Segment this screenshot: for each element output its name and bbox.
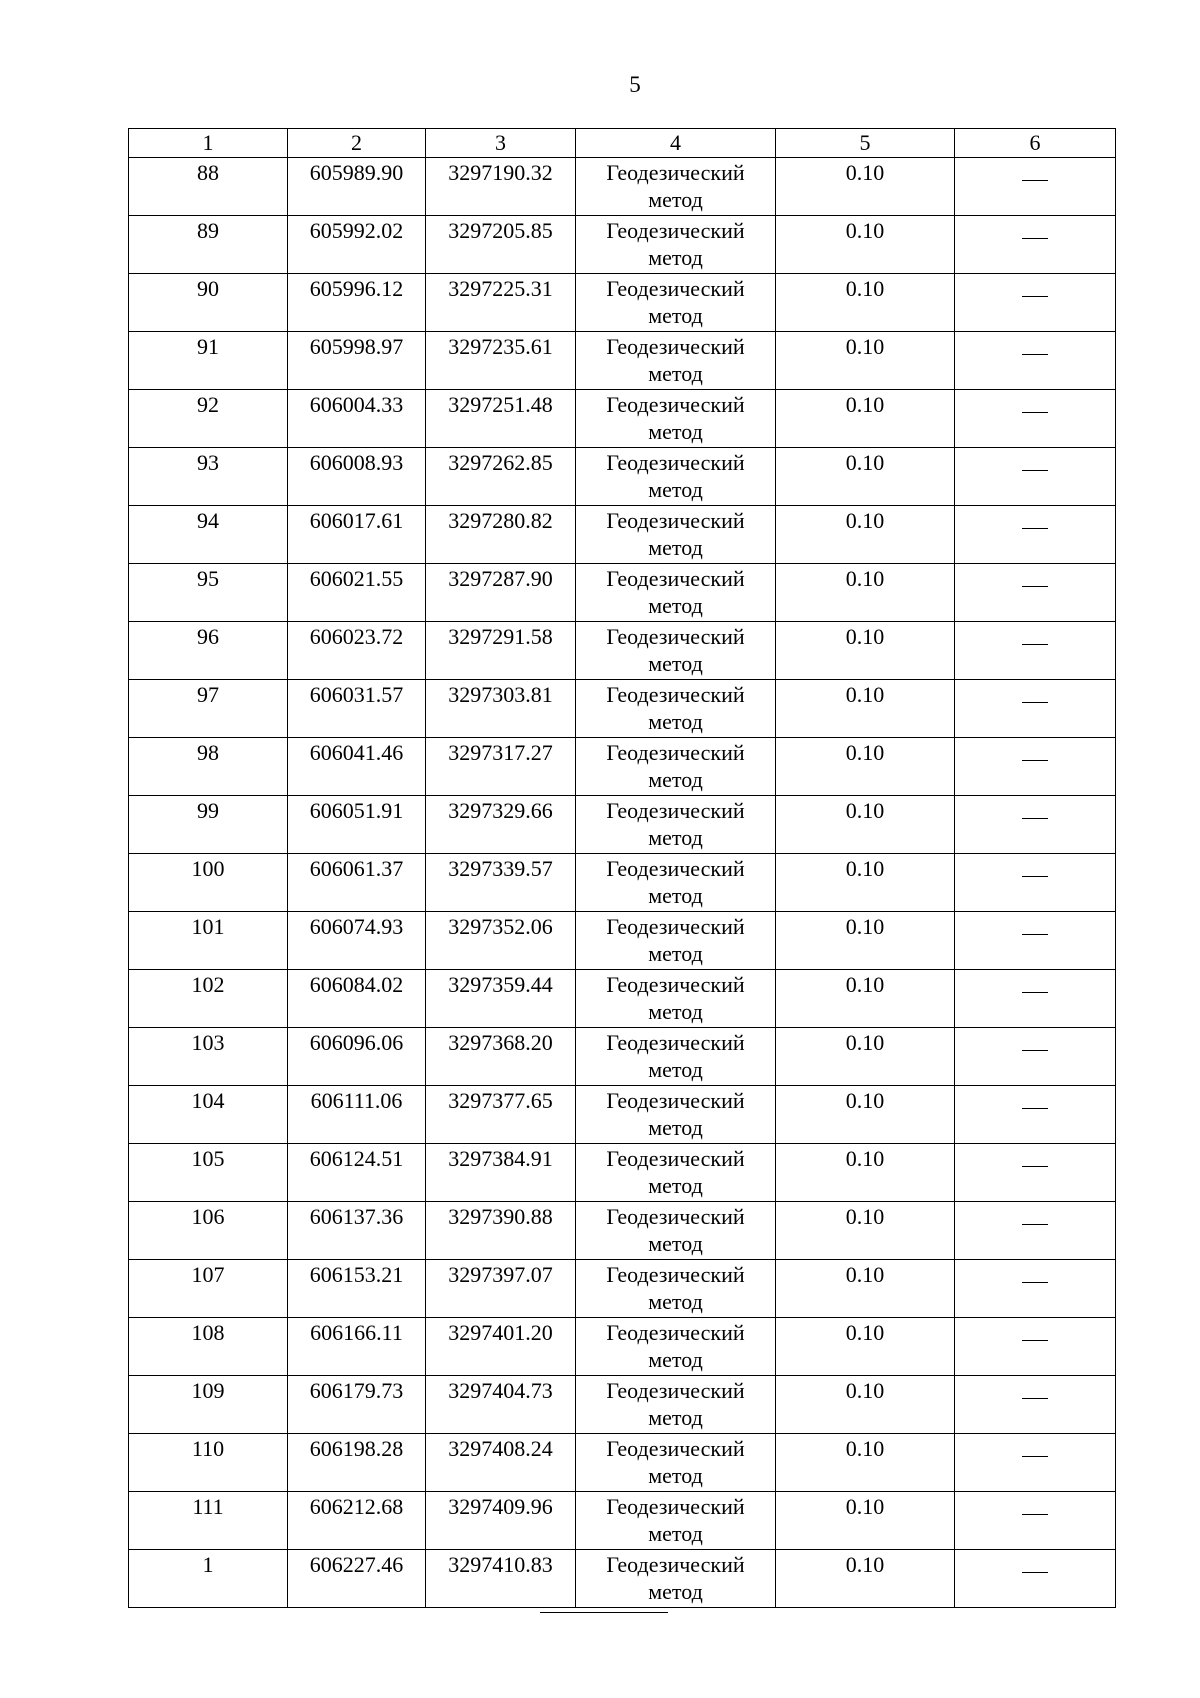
method-cell (576, 448, 776, 506)
description-cell (955, 158, 1116, 216)
em-dash (1022, 1456, 1048, 1457)
accuracy-cell: 0.10 (776, 1434, 955, 1492)
table-row (129, 1550, 1116, 1608)
table-row (129, 332, 1116, 390)
method-cell (576, 1376, 776, 1434)
accuracy-cell: 0.10 (776, 622, 955, 680)
method-cell (576, 854, 776, 912)
table-row (129, 680, 1116, 738)
y-coordinate-cell: 3297368.20 (426, 1028, 576, 1086)
description-cell (955, 332, 1116, 390)
method-line-1: Геодезический (606, 1552, 745, 1577)
method-line-1: Геодезический (606, 972, 745, 997)
point-number-cell: 95 (129, 564, 288, 622)
em-dash (1022, 992, 1048, 993)
point-number-cell: 98 (129, 738, 288, 796)
point-number-cell: 101 (129, 912, 288, 970)
accuracy-cell: 0.10 (776, 1202, 955, 1260)
accuracy-cell: 0.10 (776, 564, 955, 622)
description-cell (955, 970, 1116, 1028)
em-dash (1022, 412, 1048, 413)
method-cell (576, 1086, 776, 1144)
x-coordinate-cell: 606166.11 (288, 1318, 426, 1376)
description-cell (955, 1028, 1116, 1086)
accuracy-cell: 0.10 (776, 738, 955, 796)
y-coordinate-cell: 3297262.85 (426, 448, 576, 506)
point-number-cell: 97 (129, 680, 288, 738)
x-coordinate-cell: 605989.90 (288, 158, 426, 216)
y-coordinate-cell: 3297235.61 (426, 332, 576, 390)
point-number-cell: 96 (129, 622, 288, 680)
em-dash (1022, 470, 1048, 471)
point-number-cell: 93 (129, 448, 288, 506)
method-line-1: Геодезический (606, 914, 745, 939)
method-line-1: Геодезический (606, 1262, 745, 1287)
method-line-2: метод (648, 303, 703, 328)
x-coordinate-cell: 605992.02 (288, 216, 426, 274)
x-coordinate-cell: 606111.06 (288, 1086, 426, 1144)
table-row (129, 796, 1116, 854)
point-number-cell: 109 (129, 1376, 288, 1434)
em-dash (1022, 1166, 1048, 1167)
accuracy-cell: 0.10 (776, 390, 955, 448)
em-dash (1022, 876, 1048, 877)
point-number-cell: 111 (129, 1492, 288, 1550)
table-row (129, 1434, 1116, 1492)
footer-rule (540, 1612, 668, 1613)
method-line-1: Геодезический (606, 856, 745, 881)
method-line-2: метод (648, 767, 703, 792)
description-cell (955, 506, 1116, 564)
description-cell (955, 448, 1116, 506)
description-cell (955, 680, 1116, 738)
x-coordinate-cell: 606124.51 (288, 1144, 426, 1202)
point-number-cell: 100 (129, 854, 288, 912)
accuracy-cell: 0.10 (776, 1550, 955, 1608)
point-number-cell: 99 (129, 796, 288, 854)
em-dash (1022, 934, 1048, 935)
em-dash (1022, 1514, 1048, 1515)
accuracy-cell: 0.10 (776, 216, 955, 274)
x-coordinate-cell: 606227.46 (288, 1550, 426, 1608)
column-header-1: 1 (129, 129, 288, 158)
y-coordinate-cell: 3297408.24 (426, 1434, 576, 1492)
description-cell (955, 564, 1116, 622)
table-row (129, 390, 1116, 448)
accuracy-cell: 0.10 (776, 506, 955, 564)
method-line-2: метод (648, 593, 703, 618)
method-line-1: Геодезический (606, 740, 745, 765)
point-number-cell: 105 (129, 1144, 288, 1202)
description-cell (955, 1550, 1116, 1608)
description-cell (955, 854, 1116, 912)
method-line-2: метод (648, 883, 703, 908)
y-coordinate-cell: 3297401.20 (426, 1318, 576, 1376)
method-cell (576, 1028, 776, 1086)
method-line-1: Геодезический (606, 1030, 745, 1055)
x-coordinate-cell: 605998.97 (288, 332, 426, 390)
em-dash (1022, 760, 1048, 761)
table-row (129, 1260, 1116, 1318)
accuracy-cell: 0.10 (776, 680, 955, 738)
method-line-2: метод (648, 1057, 703, 1082)
em-dash (1022, 1340, 1048, 1341)
y-coordinate-cell: 3297384.91 (426, 1144, 576, 1202)
method-line-1: Геодезический (606, 1436, 745, 1461)
x-coordinate-cell: 606041.46 (288, 738, 426, 796)
accuracy-cell: 0.10 (776, 332, 955, 390)
point-number-cell: 1 (129, 1550, 288, 1608)
method-line-2: метод (648, 361, 703, 386)
accuracy-cell: 0.10 (776, 1260, 955, 1318)
x-coordinate-cell: 606074.93 (288, 912, 426, 970)
accuracy-cell: 0.10 (776, 274, 955, 332)
method-cell (576, 622, 776, 680)
method-cell (576, 158, 776, 216)
accuracy-cell: 0.10 (776, 1376, 955, 1434)
x-coordinate-cell: 606061.37 (288, 854, 426, 912)
y-coordinate-cell: 3297397.07 (426, 1260, 576, 1318)
description-cell (955, 1260, 1116, 1318)
table-row (129, 506, 1116, 564)
em-dash (1022, 1050, 1048, 1051)
method-line-1: Геодезический (606, 1378, 745, 1403)
table-row (129, 158, 1116, 216)
method-cell (576, 680, 776, 738)
method-line-1: Геодезический (606, 566, 745, 591)
table-row (129, 1318, 1116, 1376)
method-line-2: метод (648, 999, 703, 1024)
y-coordinate-cell: 3297390.88 (426, 1202, 576, 1260)
method-line-2: метод (648, 187, 703, 212)
em-dash (1022, 818, 1048, 819)
method-line-1: Геодезический (606, 334, 745, 359)
accuracy-cell: 0.10 (776, 1086, 955, 1144)
method-line-2: метод (648, 1115, 703, 1140)
y-coordinate-cell: 3297291.58 (426, 622, 576, 680)
x-coordinate-cell: 606153.21 (288, 1260, 426, 1318)
method-line-1: Геодезический (606, 624, 745, 649)
x-coordinate-cell: 606017.61 (288, 506, 426, 564)
em-dash (1022, 180, 1048, 181)
description-cell (955, 796, 1116, 854)
y-coordinate-cell: 3297190.32 (426, 158, 576, 216)
method-line-1: Геодезический (606, 798, 745, 823)
method-line-1: Геодезический (606, 1088, 745, 1113)
x-coordinate-cell: 606212.68 (288, 1492, 426, 1550)
accuracy-cell: 0.10 (776, 448, 955, 506)
y-coordinate-cell: 3297377.65 (426, 1086, 576, 1144)
method-line-2: метод (648, 419, 703, 444)
y-coordinate-cell: 3297404.73 (426, 1376, 576, 1434)
column-header-6: 6 (955, 129, 1116, 158)
table-row (129, 274, 1116, 332)
method-cell (576, 564, 776, 622)
method-cell (576, 1492, 776, 1550)
point-number-cell: 108 (129, 1318, 288, 1376)
y-coordinate-cell: 3297287.90 (426, 564, 576, 622)
method-cell (576, 1260, 776, 1318)
em-dash (1022, 296, 1048, 297)
em-dash (1022, 1224, 1048, 1225)
x-coordinate-cell: 606096.06 (288, 1028, 426, 1086)
description-cell (955, 912, 1116, 970)
method-line-2: метод (648, 1521, 703, 1546)
table-row (129, 854, 1116, 912)
method-cell (576, 738, 776, 796)
accuracy-cell: 0.10 (776, 158, 955, 216)
y-coordinate-cell: 3297303.81 (426, 680, 576, 738)
method-cell (576, 332, 776, 390)
point-number-cell: 94 (129, 506, 288, 564)
column-header-3: 3 (426, 129, 576, 158)
point-number-cell: 106 (129, 1202, 288, 1260)
method-line-1: Геодезический (606, 160, 745, 185)
em-dash (1022, 644, 1048, 645)
table-row (129, 1202, 1116, 1260)
column-header-5: 5 (776, 129, 955, 158)
method-line-2: метод (648, 1289, 703, 1314)
method-cell (576, 274, 776, 332)
method-line-2: метод (648, 1347, 703, 1372)
description-cell (955, 1318, 1116, 1376)
point-number-cell: 89 (129, 216, 288, 274)
point-number-cell: 90 (129, 274, 288, 332)
method-line-1: Геодезический (606, 276, 745, 301)
y-coordinate-cell: 3297205.85 (426, 216, 576, 274)
method-line-1: Геодезический (606, 1320, 745, 1345)
column-header-2: 2 (288, 129, 426, 158)
em-dash (1022, 1282, 1048, 1283)
table-row (129, 1492, 1116, 1550)
x-coordinate-cell: 606179.73 (288, 1376, 426, 1434)
table-row (129, 738, 1116, 796)
y-coordinate-cell: 3297410.83 (426, 1550, 576, 1608)
description-cell (955, 622, 1116, 680)
table-body (129, 129, 1116, 1608)
method-line-1: Геодезический (606, 1494, 745, 1519)
y-coordinate-cell: 3297225.31 (426, 274, 576, 332)
table-row (129, 564, 1116, 622)
description-cell (955, 738, 1116, 796)
method-line-2: метод (648, 477, 703, 502)
point-number-cell: 104 (129, 1086, 288, 1144)
method-line-2: метод (648, 941, 703, 966)
point-number-cell: 103 (129, 1028, 288, 1086)
x-coordinate-cell: 606008.93 (288, 448, 426, 506)
em-dash (1022, 702, 1048, 703)
method-line-2: метод (648, 651, 703, 676)
point-number-cell: 107 (129, 1260, 288, 1318)
method-cell (576, 390, 776, 448)
method-line-1: Геодезический (606, 1146, 745, 1171)
method-cell (576, 912, 776, 970)
method-line-1: Геодезический (606, 682, 745, 707)
page-number: 5 (629, 72, 641, 97)
em-dash (1022, 1398, 1048, 1399)
table-row (129, 1028, 1116, 1086)
table-row (129, 1376, 1116, 1434)
accuracy-cell: 0.10 (776, 912, 955, 970)
column-header-4: 4 (576, 129, 776, 158)
method-cell (576, 1434, 776, 1492)
accuracy-cell: 0.10 (776, 1318, 955, 1376)
x-coordinate-cell: 605996.12 (288, 274, 426, 332)
em-dash (1022, 238, 1048, 239)
method-line-2: метод (648, 825, 703, 850)
table-row (129, 1086, 1116, 1144)
em-dash (1022, 354, 1048, 355)
y-coordinate-cell: 3297409.96 (426, 1492, 576, 1550)
method-line-2: метод (648, 1579, 703, 1604)
x-coordinate-cell: 606021.55 (288, 564, 426, 622)
table-row (129, 448, 1116, 506)
method-line-1: Геодезический (606, 508, 745, 533)
description-cell (955, 390, 1116, 448)
description-cell (955, 1376, 1116, 1434)
method-line-1: Геодезический (606, 450, 745, 475)
method-line-2: метод (648, 535, 703, 560)
x-coordinate-cell: 606084.02 (288, 970, 426, 1028)
method-line-2: метод (648, 1231, 703, 1256)
accuracy-cell: 0.10 (776, 854, 955, 912)
table-row (129, 970, 1116, 1028)
method-cell (576, 1144, 776, 1202)
method-cell (576, 506, 776, 564)
method-line-2: метод (648, 709, 703, 734)
method-line-1: Геодезический (606, 218, 745, 243)
method-cell (576, 1202, 776, 1260)
description-cell (955, 274, 1116, 332)
description-cell (955, 1086, 1116, 1144)
point-number-cell: 91 (129, 332, 288, 390)
table-header-row (129, 129, 1116, 158)
description-cell (955, 216, 1116, 274)
accuracy-cell: 0.10 (776, 1144, 955, 1202)
description-cell (955, 1202, 1116, 1260)
method-cell (576, 216, 776, 274)
table-row (129, 622, 1116, 680)
em-dash (1022, 1572, 1048, 1573)
x-coordinate-cell: 606137.36 (288, 1202, 426, 1260)
y-coordinate-cell: 3297359.44 (426, 970, 576, 1028)
em-dash (1022, 528, 1048, 529)
point-number-cell: 88 (129, 158, 288, 216)
y-coordinate-cell: 3297251.48 (426, 390, 576, 448)
point-number-cell: 102 (129, 970, 288, 1028)
y-coordinate-cell: 3297352.06 (426, 912, 576, 970)
y-coordinate-cell: 3297329.66 (426, 796, 576, 854)
method-cell (576, 970, 776, 1028)
point-number-cell: 110 (129, 1434, 288, 1492)
description-cell (955, 1434, 1116, 1492)
method-cell (576, 796, 776, 854)
table-row (129, 912, 1116, 970)
accuracy-cell: 0.10 (776, 796, 955, 854)
method-cell (576, 1318, 776, 1376)
x-coordinate-cell: 606051.91 (288, 796, 426, 854)
point-number-cell: 92 (129, 390, 288, 448)
accuracy-cell: 0.10 (776, 970, 955, 1028)
method-cell (576, 1550, 776, 1608)
description-cell (955, 1144, 1116, 1202)
y-coordinate-cell: 3297280.82 (426, 506, 576, 564)
coordinates-table (128, 128, 1116, 1608)
accuracy-cell: 0.10 (776, 1028, 955, 1086)
x-coordinate-cell: 606004.33 (288, 390, 426, 448)
em-dash (1022, 586, 1048, 587)
y-coordinate-cell: 3297339.57 (426, 854, 576, 912)
accuracy-cell: 0.10 (776, 1492, 955, 1550)
method-line-1: Геодезический (606, 392, 745, 417)
method-line-2: метод (648, 1405, 703, 1430)
method-line-2: метод (648, 1173, 703, 1198)
method-line-2: метод (648, 1463, 703, 1488)
x-coordinate-cell: 606031.57 (288, 680, 426, 738)
method-line-1: Геодезический (606, 1204, 745, 1229)
description-cell (955, 1492, 1116, 1550)
table-row (129, 1144, 1116, 1202)
y-coordinate-cell: 3297317.27 (426, 738, 576, 796)
x-coordinate-cell: 606023.72 (288, 622, 426, 680)
x-coordinate-cell: 606198.28 (288, 1434, 426, 1492)
method-line-2: метод (648, 245, 703, 270)
em-dash (1022, 1108, 1048, 1109)
table-row (129, 216, 1116, 274)
